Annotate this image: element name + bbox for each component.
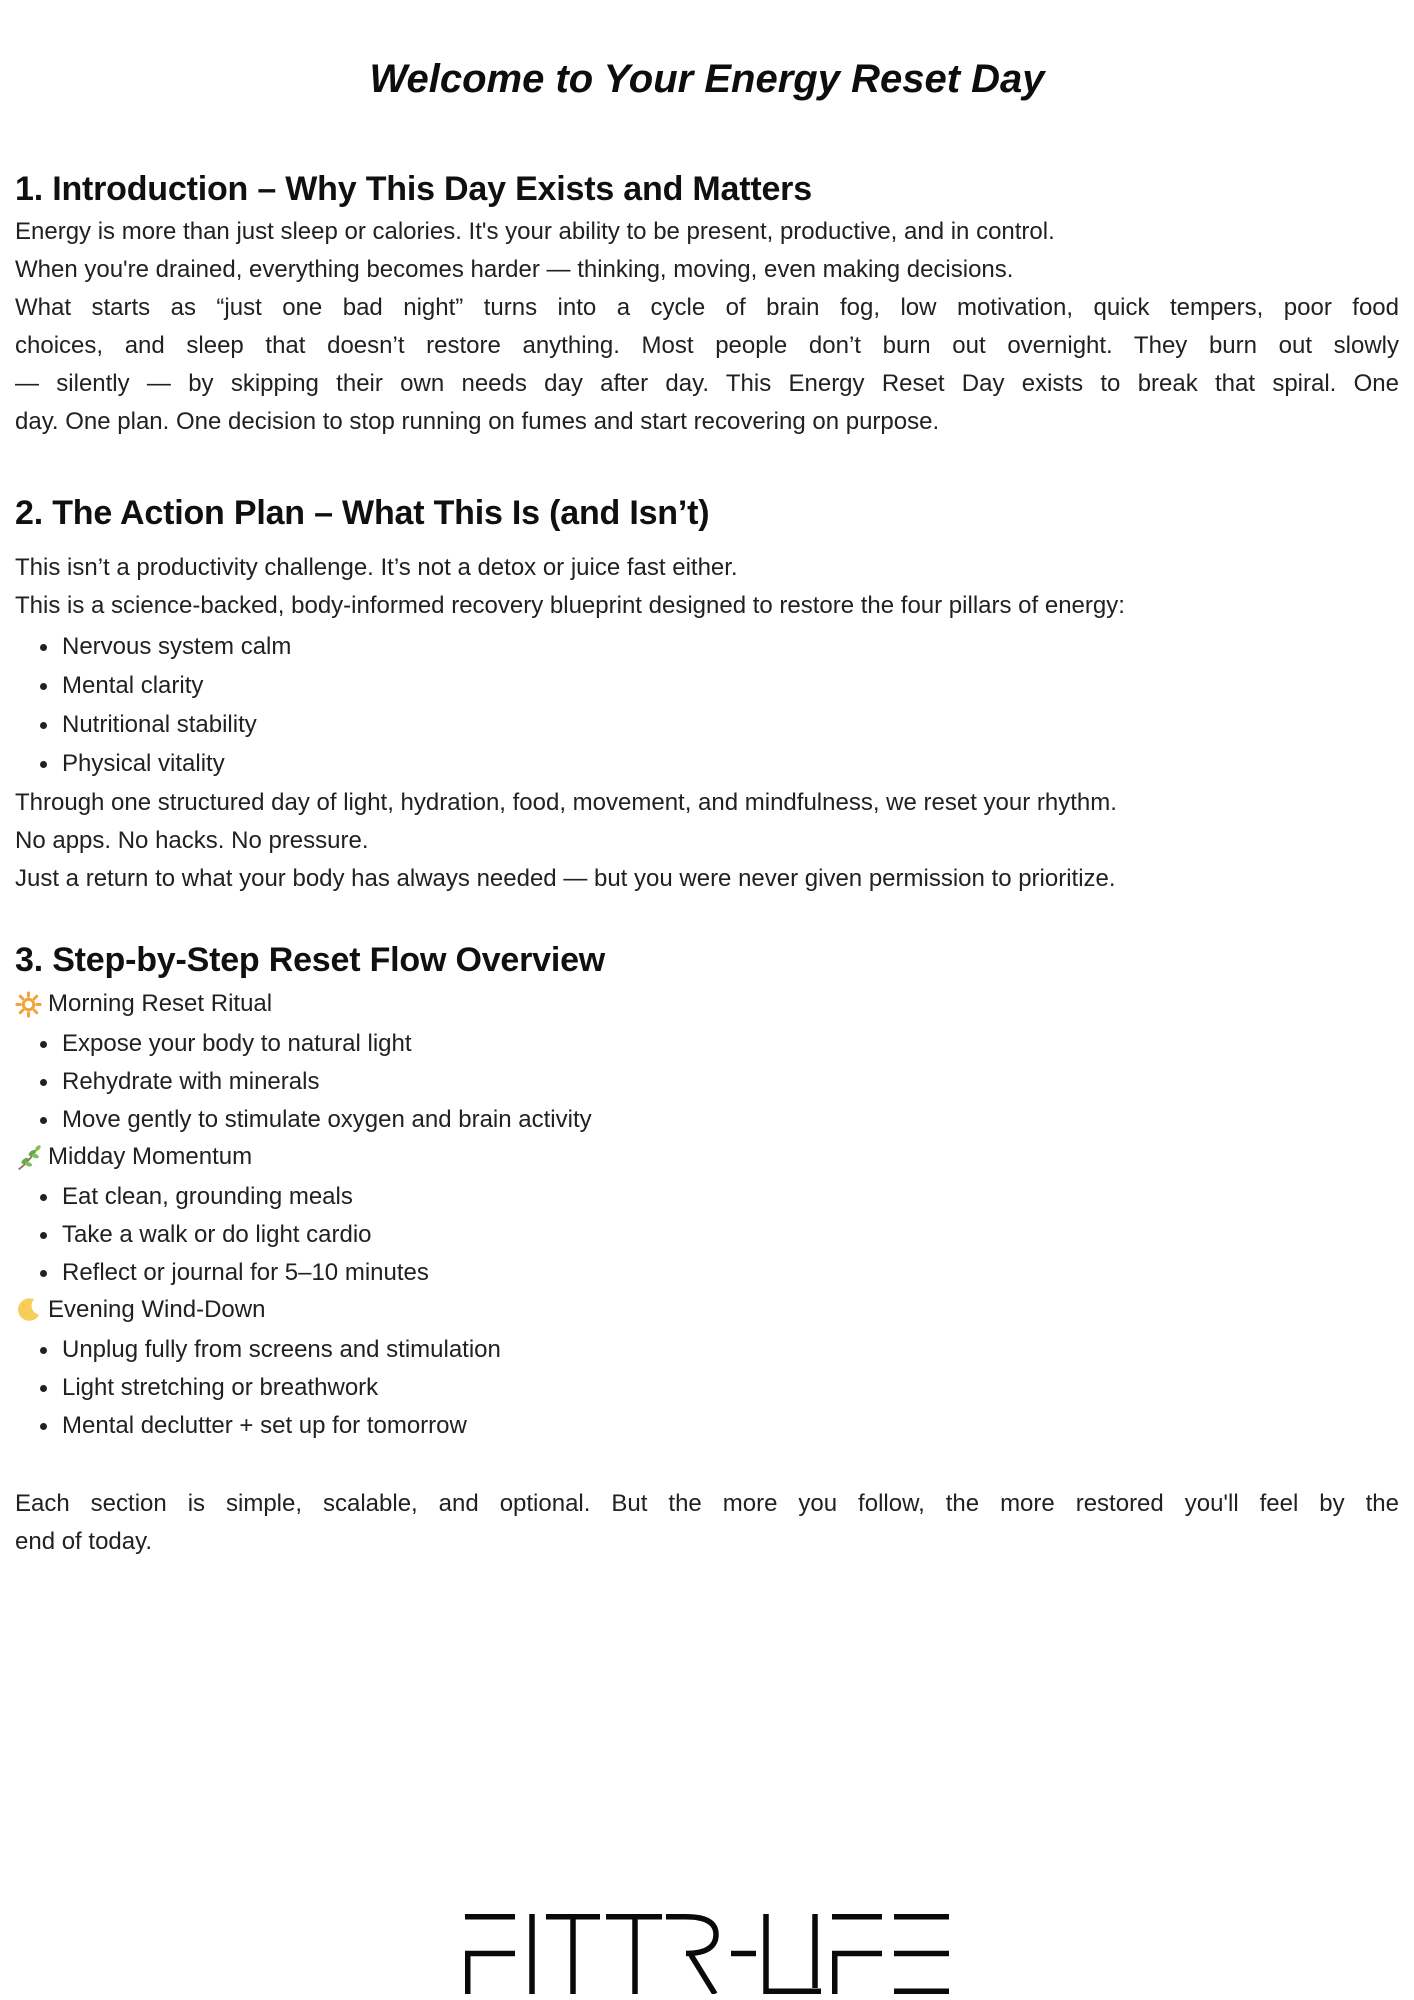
paragraph-line: What starts as “just one bad night” turns into a cycle of brain fog, low motivation, quick tempers, poor food: [15, 294, 1399, 321]
list-item: Eat clean, grounding meals: [15, 1178, 1399, 1216]
herb-icon: [15, 1144, 42, 1171]
paragraph-line: choices, and sleep that doesn’t restore anything. Most people don’t burn out overnight. They burn out slowly: [15, 332, 1399, 359]
list-item: Move gently to stimulate oxygen and brain activity: [15, 1101, 1399, 1139]
evening-list: [15, 1331, 1399, 1445]
page-title: Welcome to Your Energy Reset Day: [369, 57, 1045, 101]
list-item: Physical vitality: [15, 745, 1399, 783]
intro-paragraph: [15, 289, 1399, 441]
midday-list: [15, 1178, 1399, 1292]
list-item: Take a walk or do light cardio: [15, 1216, 1399, 1254]
phase-morning: [15, 986, 1399, 1022]
moon-icon: [15, 1297, 42, 1324]
paragraph-line: day. One plan. One decision to stop running on fumes and start recovering on purpose.: [15, 408, 940, 435]
list-item: Reflect or journal for 5–10 minutes: [15, 1254, 1399, 1292]
section-flow-heading: 3. Step-by-Step Reset Flow Overview: [15, 941, 606, 979]
paragraph-line: Energy is more than just sleep or calories. It's your ability to be present, productive, and in control.: [15, 218, 1055, 245]
morning-list: [15, 1025, 1399, 1139]
phase-label-text: Evening Wind-Down: [48, 1296, 266, 1323]
list-item: Nutritional stability: [15, 706, 1399, 744]
paragraph-line: When you're drained, everything becomes harder — thinking, moving, even making decisions.: [15, 256, 1014, 283]
list-item: Rehydrate with minerals: [15, 1063, 1399, 1101]
list-item: Mental declutter + set up for tomorrow: [15, 1407, 1399, 1445]
section-intro-heading: 1. Introduction – Why This Day Exists and Matters: [15, 170, 812, 208]
brand-logo: [15, 1914, 1399, 2000]
paragraph-line: This isn’t a productivity challenge. It’s not a detox or juice fast either.: [15, 554, 738, 581]
phase-label-text: Midday Momentum: [48, 1143, 253, 1170]
paragraph-line: end of today.: [15, 1528, 152, 1555]
phase-evening: [15, 1292, 1399, 1328]
list-item: Mental clarity: [15, 667, 1399, 705]
paragraph-line: Just a return to what your body has always needed — but you were never given permission to prioritize.: [15, 865, 1116, 892]
paragraph-line: Through one structured day of light, hydration, food, movement, and mindfulness, we reset your rhythm.: [15, 789, 1117, 816]
sun-icon: [15, 991, 42, 1018]
fittr-life-logo: [465, 1914, 949, 1994]
paragraph-line: No apps. No hacks. No pressure.: [15, 827, 369, 854]
list-item: Light stretching or breathwork: [15, 1369, 1399, 1407]
phase-midday: [15, 1139, 1399, 1175]
paragraph-line: Each section is simple, scalable, and optional. But the more you follow, the more restored you'll feel by the: [15, 1490, 1399, 1517]
paragraph-line: — silently — by skipping their own needs day after day. This Energy Reset Day exists to break that spiral. One: [15, 370, 1399, 397]
section-plan-heading: 2. The Action Plan – What This Is (and Isn’t): [15, 494, 710, 532]
paragraph-line: This is a science-backed, body-informed recovery blueprint designed to restore the four pillars of energy:: [15, 592, 1125, 619]
list-item: Nervous system calm: [15, 628, 1399, 666]
list-item: Expose your body to natural light: [15, 1025, 1399, 1063]
pillars-list: [15, 628, 1399, 783]
closing-paragraph: [15, 1485, 1399, 1561]
list-item: Unplug fully from screens and stimulation: [15, 1331, 1399, 1369]
phase-label-text: Morning Reset Ritual: [48, 990, 273, 1017]
